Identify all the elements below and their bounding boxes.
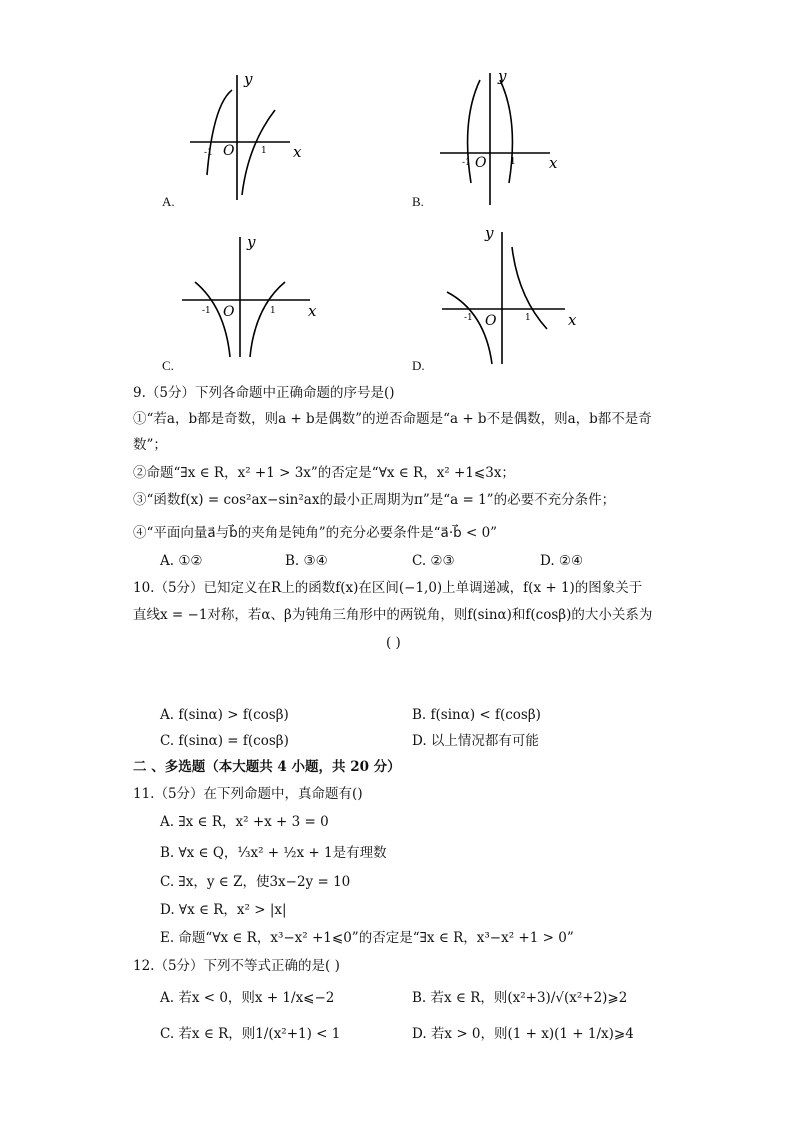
origin-label: O [475,155,487,171]
q11-stem: 11.（5分）在下列命题中，真命题有() [133,786,363,802]
q11-choice-e: E. 命题“∀x ∈ R，x³−x² +1⩽0”的否定是“∃x ∈ R，x³−x² +1 > 0” [160,930,574,946]
q12-choice-a: A. 若x < 0，则x + 1/x⩽−2 [160,990,335,1006]
q12-choice-d: D. 若x > 0，则(1 + x)(1 + 1/x)⩾4 [412,1026,634,1042]
y-axis-label: y [247,233,256,251]
q11-choice-d: D. ∀x ∈ R，x² > |x| [160,902,287,918]
y-axis-label: y [498,67,507,85]
tick-pos-one: 1 [510,157,516,167]
x-axis-label: x [308,302,317,320]
curve-right [250,282,285,357]
origin-label: O [223,143,235,159]
tick-pos-one: 1 [525,313,531,323]
q9-statement-4: ④“平面向量a⃗与b⃗的夹角是钝角”的充分必要条件是“a⃗·b⃗ < 0” [133,525,498,541]
curve-right [500,80,512,183]
y-axis-label: y [485,224,494,242]
graph-b-label: B. [412,194,424,209]
section-heading: 二 、多选题（本大题共 4 小题，共 20 分） [133,759,401,775]
tick-neg-one: -1 [464,313,473,323]
curve-left [207,90,232,175]
graph-c-svg [180,232,325,362]
graph-c-label: C. [162,358,174,373]
q9-choice-a: A. ①② [160,553,203,569]
q10-choice-d: D. 以上情况都有可能 [412,733,539,749]
q9-statement-1: ①“若a，b都是奇数，则a + b是偶数”的逆否命题是“a + b不是偶数，则a，b都不是奇 [133,411,652,427]
q9-statement-2: ②命题“∃x ∈ R，x² +1 > 3x”的否定是“∀x ∈ R，x² +1⩽3x； [133,465,515,481]
q11-choice-b: B. ∀x ∈ Q，⅓x² + ½x + 1是有理数 [160,845,387,861]
q10-stem-line1: 10.（5分）已知定义在R上的函数f(x)在区间(−1,0)上单调递减，f(x + 1)的图象关于 [133,580,643,596]
x-axis-label: x [293,143,302,161]
q9-statement-3: ③“函数f(x) = cos²ax−sin²ax的最小正周期为π”是“a = 1”的必要不充分条件； [133,492,616,508]
tick-pos-one: 1 [270,306,276,316]
q9-statement-1-cont: 数”； [133,437,167,453]
q12-choice-c: C. 若x ∈ R，则1/(x²+1) < 1 [160,1026,341,1042]
q9-choice-c: C. ②③ [412,553,455,569]
tick-neg-one: -1 [202,306,211,316]
q12-choice-b: B. 若x ∈ R，则(x²+3)/√(x²+2)⩾2 [412,990,628,1006]
q9-choice-d: D. ②④ [540,553,584,569]
q11-choice-c: C. ∃x，y ∈ Z，使3x−2y = 10 [160,874,351,890]
tick-neg-one: -1 [462,158,471,168]
y-axis-label: y [244,70,253,88]
origin-label: O [223,304,235,320]
x-axis-label: x [549,154,558,172]
q9-stem: 9.（5分）下列各命题中正确命题的序号是() [133,385,395,401]
graph-b [435,65,565,210]
q10-choice-c: C. f(sinα) = f(cosβ) [160,733,289,749]
tick-neg-one: -1 [204,148,213,158]
graph-d-label: D. [412,358,425,373]
q10-choice-b: B. f(sinα) < f(cosβ) [412,707,541,723]
x-axis-label: x [568,311,577,329]
graph-d [440,222,585,367]
tick-pos-one: 1 [261,146,267,156]
graph-a-svg [180,70,310,205]
graph-a-label: A. [162,194,175,209]
origin-label: O [485,313,497,329]
q12-stem: 12.（5分）下列不等式正确的是( ) [133,958,340,974]
graph-d-svg [440,222,585,367]
graph-c [180,232,325,362]
q10-answer-blank: ( ) [386,635,401,651]
q10-choice-a: A. f(sinα) > f(cosβ) [160,707,289,723]
graph-b-svg [435,65,565,210]
q10-stem-line2: 直线x = −1对称，若α、β为钝角三角形中的两锐角，则f(sinα)和f(cosβ)的大小关系为 [133,607,653,623]
curve-right [242,110,275,195]
q11-choice-a: A. ∃x ∈ R，x² +x + 3 = 0 [160,814,329,830]
graph-a [180,70,310,205]
q9-choice-b: B. ③④ [285,553,328,569]
